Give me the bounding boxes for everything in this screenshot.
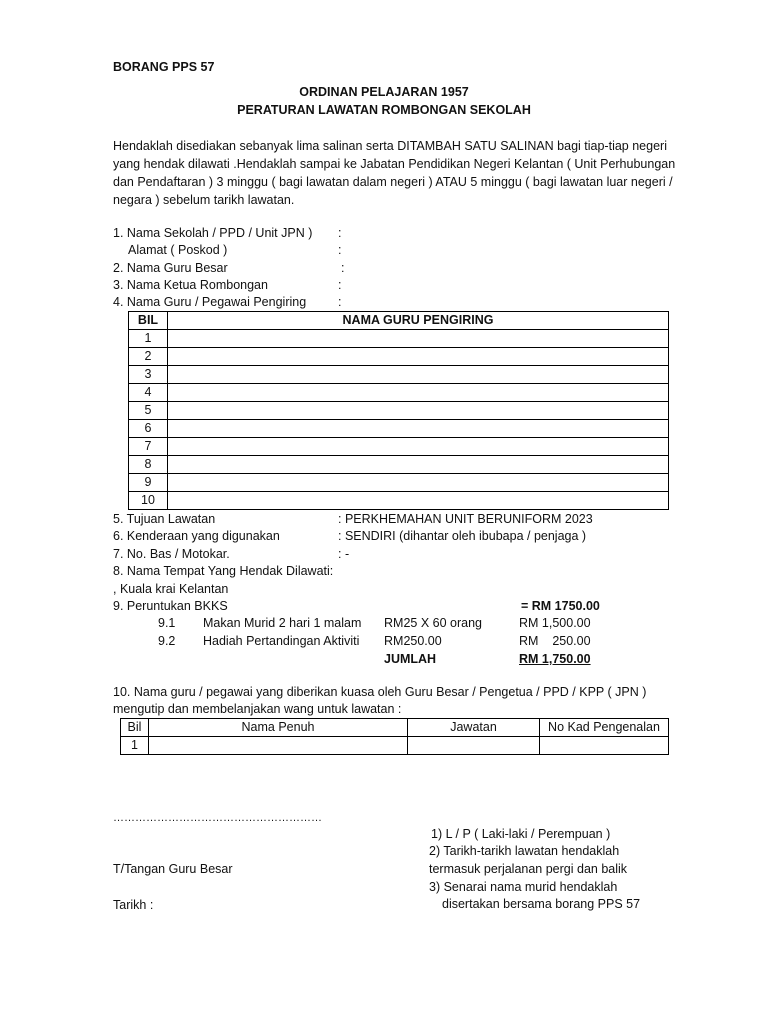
field-6-value: : SENDIRI (dihantar oleh ibubapa / penjaga ) <box>338 529 587 543</box>
intro-line: dan Pendaftaran ) 3 minggu ( bagi lawatan dalam negeri ) ATAU 5 minggu ( bagi lawatan luar negeri / <box>113 175 673 189</box>
section-10-line-1: 10. Nama guru / pegawai yang diberikan kuasa oleh Guru Besar / Pengetua / PPD / KPP ( JPN ) <box>113 685 647 699</box>
field-8-value: , Kuala krai Kelantan <box>113 582 229 596</box>
table-row <box>129 420 669 438</box>
section-10-line-2: mengutip dan membelanjakan wang untuk lawatan : <box>113 702 402 716</box>
guru-name-cell[interactable] <box>168 402 669 420</box>
row-number: 8 <box>129 456 168 474</box>
budget-item-no: 9.1 <box>158 616 176 630</box>
field-1-colon: : <box>338 226 342 240</box>
table-row <box>129 456 669 474</box>
field-9-label: 9. Peruntukan BKKS <box>113 599 228 613</box>
pegawai-kuasa-table <box>120 718 669 755</box>
budget-item-desc: Hadiah Pertandingan Aktiviti <box>203 634 360 648</box>
intro-paragraph <box>113 137 683 209</box>
row-number: 2 <box>129 348 168 366</box>
intro-line: negara ) sebelum tarikh lawatan. <box>113 193 295 207</box>
guru-name-cell[interactable] <box>168 456 669 474</box>
field-8-label: 8. Nama Tempat Yang Hendak Dilawati: <box>113 564 334 578</box>
table-row <box>129 384 669 402</box>
guru-name-cell[interactable] <box>168 330 669 348</box>
heading-line-2: PERATURAN LAWATAN ROMBONGAN SEKOLAH <box>237 103 531 117</box>
guru-pengiring-table <box>128 311 669 510</box>
table-row <box>121 737 669 755</box>
header-nama-penuh: Nama Penuh <box>149 719 408 737</box>
field-7-value: : - <box>338 547 350 561</box>
heading-line-1: ORDINAN PELAJARAN 1957 <box>299 85 469 99</box>
budget-item-amount: RM 250.00 <box>519 634 591 648</box>
table-row <box>129 402 669 420</box>
field-3-label: 3. Nama Ketua Rombongan <box>113 278 268 292</box>
note-line: disertakan bersama borang PPS 57 <box>442 897 641 911</box>
field-5-value: : PERKHEMAHAN UNIT BERUNIFORM 2023 <box>338 512 593 526</box>
date-label: Tarikh : <box>113 898 154 912</box>
budget-total-amount: RM 1,750.00 <box>519 652 591 666</box>
table-row <box>129 330 669 348</box>
note-line: 2) Tarikh-tarikh lawatan hendaklah <box>429 844 620 858</box>
jawatan-cell[interactable] <box>408 737 540 755</box>
row-number: 4 <box>129 384 168 402</box>
guru-name-cell[interactable] <box>168 438 669 456</box>
guru-name-cell[interactable] <box>168 420 669 438</box>
intro-line: yang hendak dilawati .Hendaklah sampai ke Jabatan Pendidikan Negeri Kelantan ( Unit Perhubungan <box>113 157 676 171</box>
row-number: 10 <box>129 492 168 510</box>
field-2-colon: : <box>341 261 345 275</box>
field-5-label: 5. Tujuan Lawatan <box>113 512 216 526</box>
row-number: 3 <box>129 366 168 384</box>
signature-label: T/Tangan Guru Besar <box>113 862 233 876</box>
signature-line: ………………………………………………… <box>113 812 322 824</box>
table-row <box>129 492 669 510</box>
field-9-total: = RM 1750.00 <box>521 599 600 613</box>
table-row <box>129 366 669 384</box>
row-number: 6 <box>129 420 168 438</box>
table-header-row <box>121 719 669 737</box>
nama-penuh-cell[interactable] <box>149 737 408 755</box>
row-number: 1 <box>121 737 149 755</box>
header-bil: BIL <box>129 312 168 330</box>
header-bil: Bil <box>121 719 149 737</box>
note-line: 3) Senarai nama murid hendaklah <box>429 880 618 894</box>
table-header-row <box>129 312 669 330</box>
header-nama-guru: NAMA GURU PENGIRING <box>168 312 669 330</box>
guru-name-cell[interactable] <box>168 366 669 384</box>
row-number: 1 <box>129 330 168 348</box>
budget-item-calc: RM25 X 60 orang <box>384 616 482 630</box>
no-kad-cell[interactable] <box>540 737 669 755</box>
field-3-colon: : <box>338 278 342 292</box>
guru-name-cell[interactable] <box>168 474 669 492</box>
field-1-sub-label: Alamat ( Poskod ) <box>128 243 228 257</box>
table-row <box>129 348 669 366</box>
field-4-colon: : <box>338 295 342 309</box>
field-2-label: 2. Nama Guru Besar <box>113 261 228 275</box>
budget-item-no: 9.2 <box>158 634 176 648</box>
field-6-label: 6. Kenderaan yang digunakan <box>113 529 280 543</box>
field-1-sub-colon: : <box>338 243 342 257</box>
table-row <box>129 438 669 456</box>
row-number: 7 <box>129 438 168 456</box>
field-7-label: 7. No. Bas / Motokar. <box>113 547 230 561</box>
note-line: termasuk perjalanan pergi dan balik <box>429 862 628 876</box>
intro-line: Hendaklah disediakan sebanyak lima salinan serta DITAMBAH SATU SALINAN bagi tiap-tiap negeri <box>113 139 667 153</box>
budget-item-amount: RM 1,500.00 <box>519 616 591 630</box>
field-4-label: 4. Nama Guru / Pegawai Pengiring <box>113 295 307 309</box>
note-line: 1) L / P ( Laki-laki / Perempuan ) <box>431 827 611 841</box>
row-number: 9 <box>129 474 168 492</box>
row-number: 5 <box>129 402 168 420</box>
guru-name-cell[interactable] <box>168 348 669 366</box>
field-1-label: 1. Nama Sekolah / PPD / Unit JPN ) <box>113 226 313 240</box>
budget-item-desc: Makan Murid 2 hari 1 malam <box>203 616 362 630</box>
header-no-kad: No Kad Pengenalan <box>540 719 669 737</box>
table-row <box>129 474 669 492</box>
budget-total-label: JUMLAH <box>384 652 437 666</box>
guru-name-cell[interactable] <box>168 492 669 510</box>
form-code: BORANG PPS 57 <box>113 60 215 74</box>
guru-name-cell[interactable] <box>168 384 669 402</box>
header-jawatan: Jawatan <box>408 719 540 737</box>
budget-item-calc: RM250.00 <box>384 634 442 648</box>
